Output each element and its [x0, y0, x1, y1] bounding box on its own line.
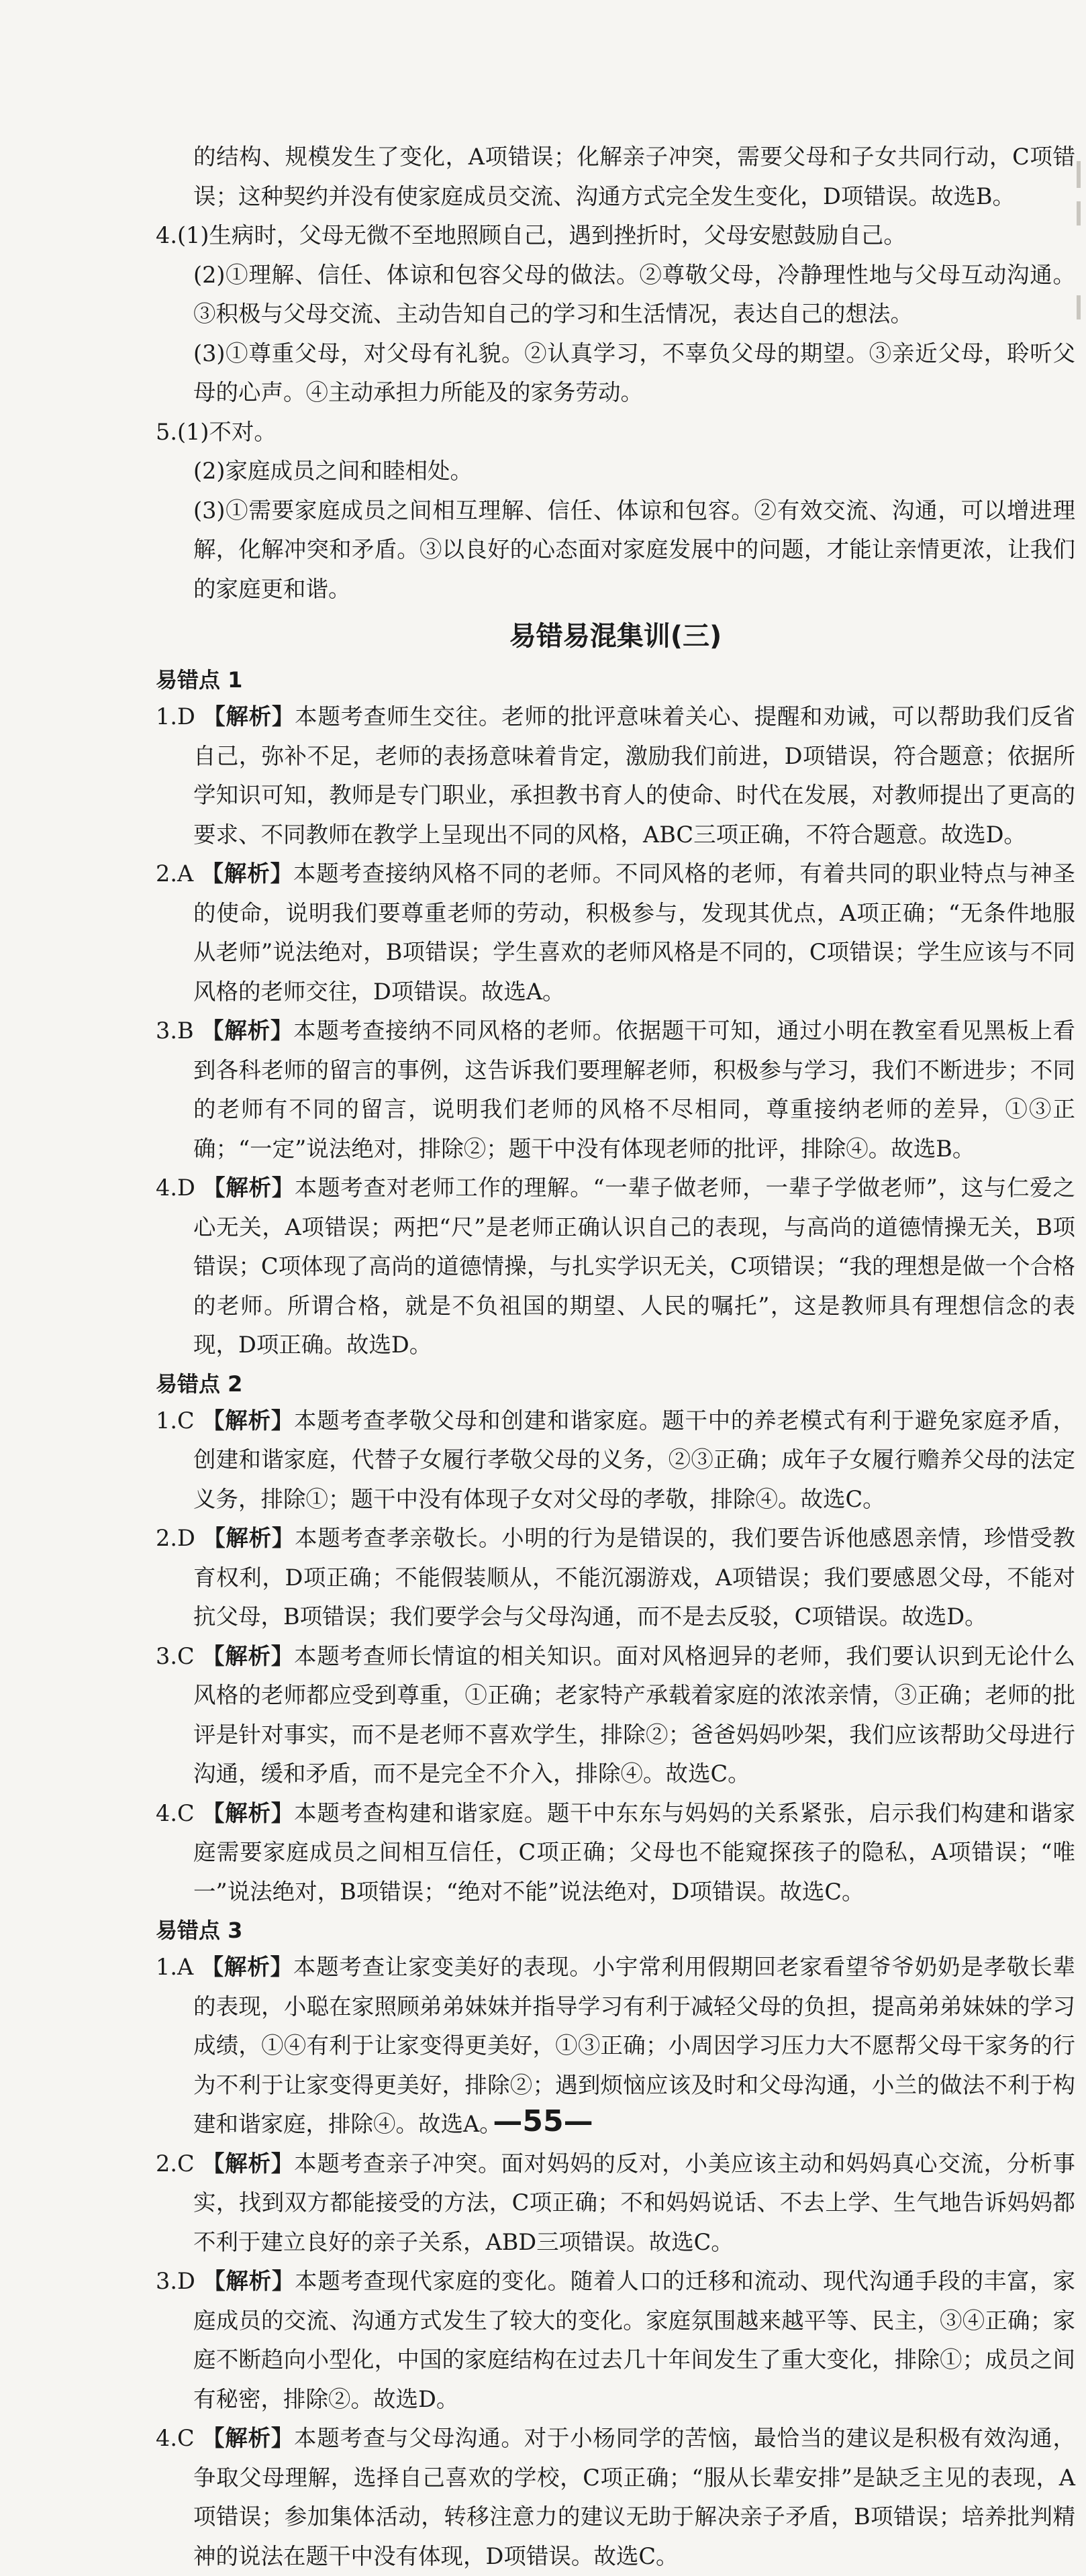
- analysis-text: 本题考查接纳不同风格的老师。依据题干可知，通过小明在教室看见黑板上看到各科老师的留言的事例，这告诉我们要理解老师，积极参与学习，我们不断进步；不同的老师有不同的留言，说明我们老师的风格不尽相同，尊重接纳老师的差异，①③正确；“一定”说法绝对，排除②；题干中没有体现老师的批评，排除④。故选B。: [193, 1018, 1076, 1162]
- analysis-tag: 【解析】: [203, 2268, 295, 2294]
- question-4-line-1: [156, 216, 1075, 256]
- answer-choice: D: [177, 703, 195, 730]
- question-number: 5.: [156, 418, 177, 445]
- analysis-text: 本题考查现代家庭的变化。随着人口的迁移和流动、现代沟通手段的丰富，家庭成员的交流、沟通方式发生了较大的变化。家庭氛围越来越平等、民主，③④正确；家庭不断趋向小型化，中国的家庭结构在过去几十年间发生了重大变化，排除①；成员之间有秘密，排除②。故选D。: [193, 2268, 1076, 2412]
- error-point-section: [156, 1367, 1075, 1912]
- answer-choice: A: [177, 1954, 194, 1980]
- question-4-line-2: (2)①理解、信任、体谅和包容父母的做法。②尊敬父母，冷静理性地与父母互动沟通。③积极与父母交流、主动告知自己的学习和生活情况，表达自己的想法。: [193, 261, 1075, 327]
- error-point-section: [156, 1913, 1075, 2576]
- question-number: 1.: [156, 1407, 177, 1434]
- question-5-line-3: (3)①需要家庭成员之间相互理解、信任、体谅和包容。②有效交流、沟通，可以增进理解，化解冲突和矛盾。③以良好的心态面对家庭发展中的问题，才能让亲情更浓，让我们的家庭更和谐。: [193, 497, 1075, 602]
- question-number: 1.: [156, 703, 177, 730]
- analysis-text: 本题考查接纳风格不同的老师。不同风格的老师，有着共同的职业特点与神圣的使命，说明我们要尊重老师的劳动，积极参与，发现其优点，A项正确；“无条件地服从老师”说法绝对，B项错误；学生喜欢的老师风格是不同的，C项错误；学生应该与不同风格的老师交往，D项错误。故选A。: [193, 860, 1076, 1005]
- analysis-tag: 【解析】: [201, 1018, 294, 1044]
- analysis-text: 本题考查师长情谊的相关知识。面对风格迥异的老师，我们要认识到无论什么风格的老师都应受到尊重，①正确；老家特产承载着家庭的浓浓亲情，③正确；老师的批评是针对事实，而不是老师不喜欢学生，排除②；爸爸妈妈吵架，我们应该帮助父母进行沟通，缓和矛盾，而不是完全不介入，排除④。故选C。: [193, 1642, 1075, 1787]
- analysis-text: 本题考查构建和谐家庭。题干中东东与妈妈的关系紧张，启示我们构建和谐家庭需要家庭成员之间相互信任，C项正确；父母也不能窥探孩子的隐私，A项错误；“唯一”说法绝对，B项错误；“绝对不能”说法绝对，D项错误。故选C。: [193, 1799, 1075, 1905]
- analysis-tag: 【解析】: [202, 1642, 295, 1669]
- answer-choice: C: [177, 2150, 195, 2177]
- answer-choice: C: [177, 1642, 195, 1669]
- question-5-line-1: [156, 413, 1075, 452]
- answer-item: [156, 697, 1075, 854]
- answer-item: [156, 2262, 1075, 2419]
- analysis-tag: 【解析】: [202, 2150, 295, 2177]
- question-4: [156, 216, 1075, 413]
- analysis-text: 本题考查孝亲敬长。小明的行为是错误的，我们要告诉他感恩亲情，珍惜受教育权利，D项正确；不能假装顺从，不能沉溺游戏，A项错误；我们要感恩父母，不能对抗父母，B项错误；我们要学会与父母沟通，而不是去反驳，C项错误。故选D。: [193, 1525, 1076, 1630]
- analysis-tag: 【解析】: [201, 1954, 293, 1980]
- analysis-tag: 【解析】: [203, 1525, 295, 1551]
- error-point-section: [156, 662, 1075, 1365]
- analysis-text: 本题考查让家变美好的表现。小宇常利用假期回老家看望爷爷奶奶是孝敬长辈的表现，小聪在家照顾弟弟妹妹并指导学习有利于减轻父母的负担，提高弟弟妹妹的学习成绩，①④有利于让家变得更美好，①③正确；小周因学习压力大不愿帮父母干家务的行为不利于让家变得更美好，排除②；遇到烦恼应该及时和父母沟通，小兰的做法不利于构建和谐家庭，排除④。故选A。: [193, 1954, 1076, 2137]
- answer-item: [156, 854, 1075, 1011]
- answer-item: [156, 1794, 1075, 1912]
- answer-choice: D: [177, 1525, 195, 1551]
- analysis-text: 本题考查孝敬父母和创建和谐家庭。题干中的养老模式有利于避免家庭矛盾，创建和谐家庭，代替子女履行孝敬父母的义务，②③正确；成年子女履行赡养父母的法定义务，排除①；题干中没有体现子女对父母的孝敬，排除④。故选C。: [193, 1407, 1075, 1512]
- question-number: 2.: [156, 860, 177, 887]
- answer-choice: D: [177, 1175, 195, 1201]
- question-number: 2.: [156, 2150, 177, 2177]
- answer-choice: C: [177, 1799, 195, 1826]
- question-number: 4.: [156, 1175, 177, 1201]
- analysis-text: 本题考查师生交往。老师的批评意味着关心、提醒和劝诫，可以帮助我们反省自己，弥补不足，老师的表扬意味着肯定，激励我们前进，D项错误，符合题意；依据所学知识可知，教师是专门职业，承担教书育人的使命、时代在发展，对教师提出了更高的要求、不同教师在教学上呈现出不同的风格，ABC三项正确，不符合题意。故选D。: [193, 703, 1076, 848]
- answer-item: [156, 2144, 1075, 2263]
- analysis-text: 本题考查对老师工作的理解。“一辈子做老师，一辈子学做老师”，这与仁爱之心无关，A项错误；两把“尺”是老师正确认识自己的表现，与高尚的道德情操无关，B项错误；C项体现了高尚的道德情操，与扎实学识无关，C项错误；“我的理想是做一个合格的老师。所谓合格，就是不负祖国的期望、人民的嘱托”，这是教师具有理想信念的表现，D项正确。故选D。: [193, 1175, 1075, 1358]
- answer-choice: B: [177, 1018, 194, 1044]
- section-title: 易错易混集训(三): [509, 621, 722, 652]
- analysis-tag: 【解析】: [202, 1407, 295, 1434]
- answer-item: [156, 1401, 1075, 1520]
- answer-choice: A: [177, 860, 194, 887]
- analysis-tag: 【解析】: [202, 2425, 295, 2451]
- answer-choice: C: [177, 2425, 195, 2451]
- analysis-tag: 【解析】: [202, 1799, 295, 1826]
- page-number: —55—: [493, 2104, 593, 2138]
- answer-item: [156, 1519, 1075, 1637]
- continuation-paragraph: 的结构、规模发生了变化，A项错误；化解亲子冲突，需要父母和子女共同行动，C项错误；这种契约并没有使家庭成员交流、沟通方式完全发生变化，D项错误。故选B。: [193, 144, 1075, 209]
- answer-item: [156, 1637, 1075, 1794]
- question-4-line-3: (3)①尊重父母，对父母有礼貌。②认真学习，不辜负父母的期望。③亲近父母，聆听父母的心声。④主动承担力所能及的家务劳动。: [193, 340, 1075, 405]
- answer-key-column: [156, 138, 1075, 2576]
- error-points-list: [156, 662, 1075, 2576]
- question-number: 1.: [156, 1954, 177, 1980]
- analysis-text: 本题考查亲子冲突。面对妈妈的反对，小美应该主动和妈妈真心交流，分析事实，找到双方都能接受的方法，C项正确；不和妈妈说话、不去上学、生气地告诉妈妈都不利于建立良好的亲子关系，ABD三项错误。故选C。: [193, 2150, 1075, 2255]
- error-point-title: 易错点 1: [156, 667, 243, 693]
- analysis-tag: 【解析】: [203, 703, 295, 730]
- answer-choice: C: [177, 1407, 195, 1434]
- answer-text: (1)生病时，父母无微不至地照顾自己，遇到挫折时，父母安慰鼓励自己。: [177, 222, 906, 248]
- answer-text: (1)不对。: [177, 418, 277, 445]
- analysis-tag: 【解析】: [201, 860, 293, 887]
- edge-mark: [1077, 201, 1081, 226]
- answer-item: [156, 2419, 1075, 2576]
- answer-item: [156, 1169, 1075, 1365]
- error-point-title: 易错点 3: [156, 1918, 243, 1943]
- answer-choice: D: [177, 2268, 195, 2294]
- question-number: 3.: [156, 2268, 177, 2294]
- error-point-title: 易错点 2: [156, 1371, 243, 1397]
- question-number: 3.: [156, 1018, 177, 1044]
- question-number: 4.: [156, 2425, 177, 2451]
- edge-mark: [1077, 161, 1081, 188]
- question-5: [156, 413, 1075, 609]
- question-number: 4.: [156, 1799, 177, 1826]
- edge-mark: [1077, 295, 1081, 319]
- question-5-line-2: (2)家庭成员之间和睦相处。: [193, 458, 473, 484]
- answer-item: [156, 1011, 1075, 1169]
- question-number: 3.: [156, 1642, 177, 1669]
- analysis-tag: 【解析】: [203, 1175, 295, 1201]
- question-number: 4.: [156, 222, 177, 248]
- question-number: 2.: [156, 1525, 177, 1551]
- analysis-text: 本题考查与父母沟通。对于小杨同学的苦恼，最恰当的建议是积极有效沟通，争取父母理解，选择自己喜欢的学校，C项正确；“服从长辈安排”是缺乏主见的表现，A项错误；参加集体活动，转移注意力的建议无助于解决亲子矛盾，B项错误；培养批判精神的说法在题干中没有体现，D项错误。故选C。: [193, 2425, 1075, 2569]
